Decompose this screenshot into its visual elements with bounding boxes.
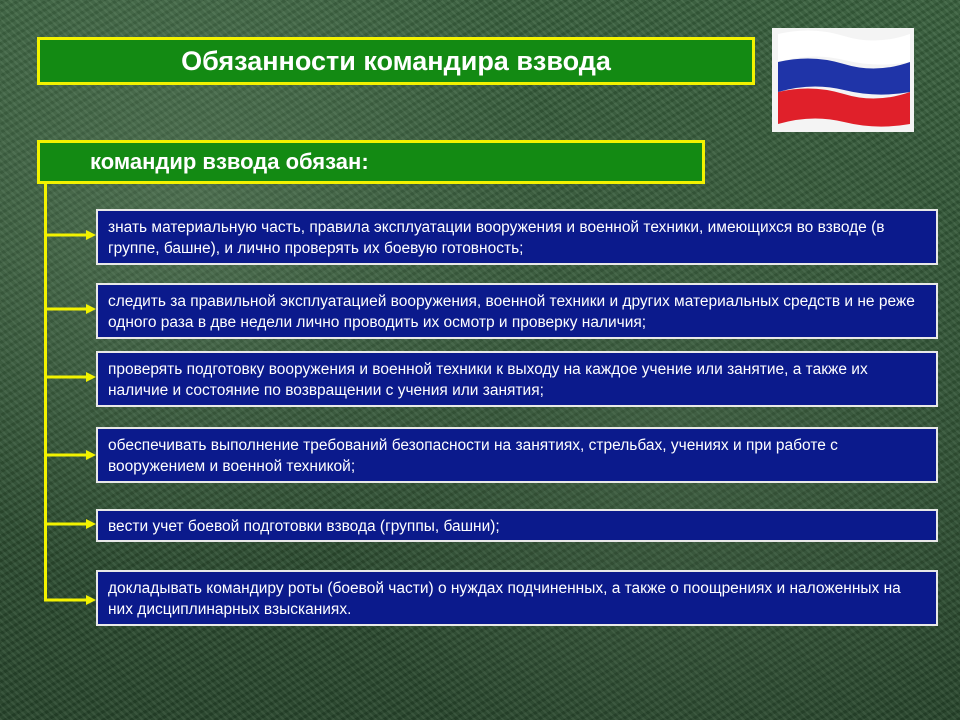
arrow-icon — [44, 518, 96, 530]
duty-item: знать материальную часть, правила эксплуатации вооружения и военной техники, имеющихся во взводе (в группе, башне), и лично проверять их боевую готовность; — [96, 209, 938, 265]
title-banner — [37, 37, 755, 85]
duty-item: следить за правильной эксплуатацией вооружения, военной техники и других материальных средств и не реже одного раза в две недели лично проводить их осмотр и проверку наличия; — [96, 283, 938, 339]
subtitle-banner — [37, 140, 705, 184]
arrow-icon — [44, 303, 96, 315]
arrow-icon — [44, 229, 96, 241]
russian-flag-icon — [772, 28, 914, 132]
duty-item: докладывать командиру роты (боевой части) о нуждах подчиненных, а также о поощрениях и наложенных на них дисциплинарных взысканиях. — [96, 570, 938, 626]
duty-item: обеспечивать выполнение требований безопасности на занятиях, стрельбах, учениях и при работе с вооружением и военной техникой; — [96, 427, 938, 483]
arrow-icon — [44, 449, 96, 461]
subtitle: командир взвода обязан: — [90, 149, 369, 174]
duty-item: вести учет боевой подготовки взвода (группы, башни); — [96, 509, 938, 542]
duty-item: проверять подготовку вооружения и военной техники к выходу на каждое учение или занятие, а также их наличие и состояние по возвращении с учения или занятия; — [96, 351, 938, 407]
arrow-icon — [44, 594, 96, 606]
connector-trunk — [44, 184, 47, 600]
page-title: Обязанности командира взвода — [181, 45, 611, 76]
arrow-icon — [44, 371, 96, 383]
